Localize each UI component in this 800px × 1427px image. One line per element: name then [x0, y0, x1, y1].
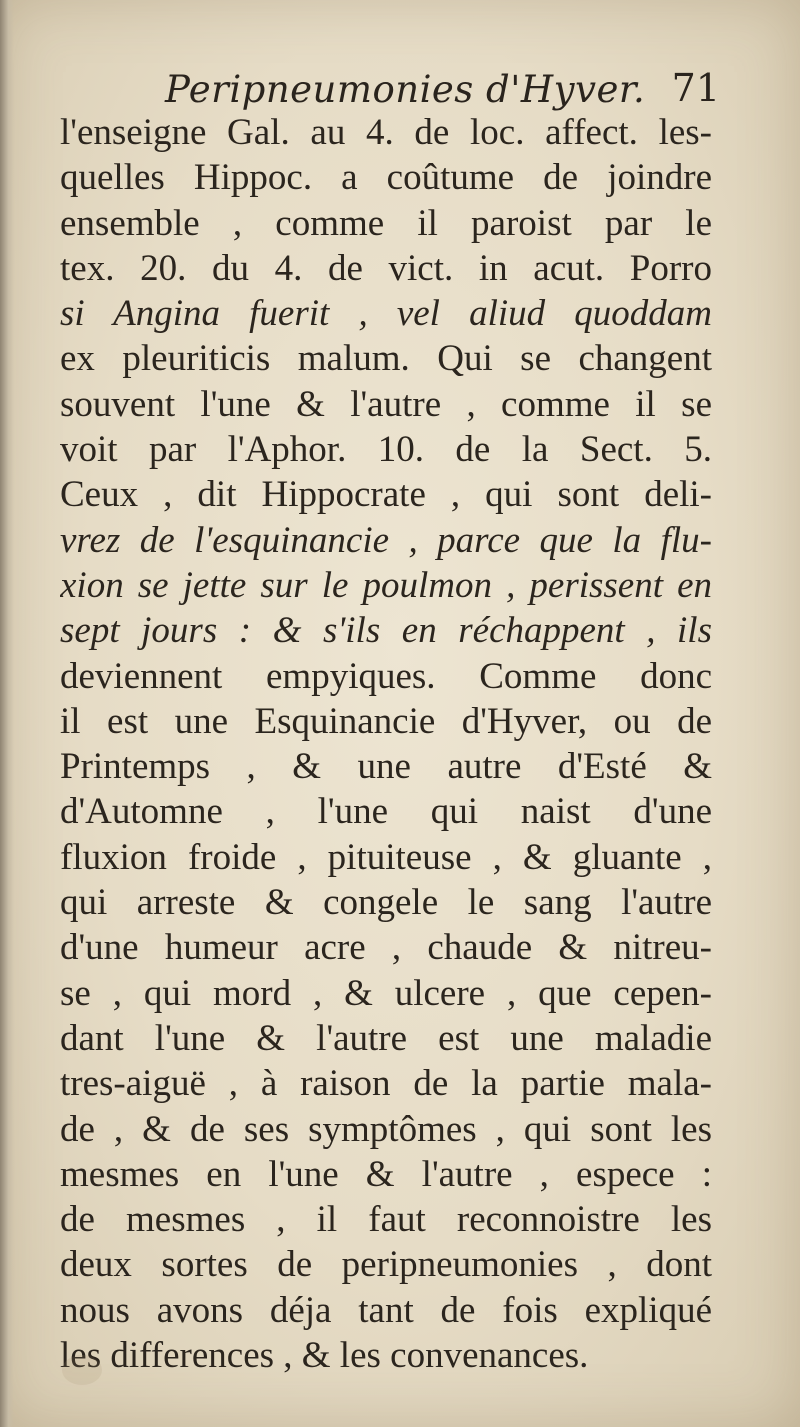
- text-line: de , & de ses symptômes , qui sont les: [60, 1108, 712, 1150]
- running-title: Peripneumonies d'Hyver.: [165, 68, 646, 111]
- text-line: ex pleuriticis malum. Qui se changent: [60, 338, 712, 380]
- text-line: quelles Hippoc. a coûtume de joindre: [60, 157, 712, 199]
- text-line: qui arreste & congele le sang l'autre: [60, 882, 712, 924]
- text-line: l'enseigne Gal. au 4. de loc. affect. les-: [60, 112, 712, 153]
- text-line: de mesmes , il faut reconnoistre les: [60, 1199, 712, 1241]
- text-line-latin-quote: si Angina fuerit , vel aliud quoddam: [60, 293, 712, 335]
- page-number: 71: [671, 66, 720, 110]
- text-line: tres-aiguë , à raison de la partie mala-: [60, 1063, 712, 1105]
- text-line-quote: vrez de l'esquinancie , parce que la flu-: [60, 519, 712, 561]
- text-line-quote: xion se jette sur le poulmon , perissent en: [60, 564, 712, 606]
- text-line-quote: sept jours : & s'ils en réchappent , ils: [60, 610, 712, 652]
- paper-smudge: [62, 1355, 102, 1385]
- text-line: mesmes en l'une & l'autre , espece :: [60, 1153, 712, 1195]
- text-line: deviennent empyiques. Comme donc: [60, 655, 712, 697]
- text-line: ensemble , comme il paroist par le: [60, 202, 712, 244]
- text-line-final: les differences , & les convenances.: [60, 1335, 589, 1377]
- text-line: Printemps , & une autre d'Esté &: [60, 746, 712, 788]
- text-line: d'Automne , l'une qui naist d'une: [60, 791, 712, 833]
- text-line: il est une Esquinancie d'Hyver, ou de: [60, 700, 712, 742]
- text-line: souvent l'une & l'autre , comme il se: [60, 383, 712, 425]
- text-line: tex. 20. du 4. de vict. in acut. Porro: [60, 247, 712, 289]
- body-text: [60, 110, 712, 1378]
- text-line: se , qui mord , & ulcere , que cepen-: [60, 972, 712, 1014]
- page-gutter-shadow: [0, 0, 14, 1427]
- text-line: nous avons déja tant de fois expliqué: [60, 1289, 712, 1331]
- text-line: fluxion froide , pituiteuse , & gluante ,: [60, 836, 712, 878]
- text-line: dant l'une & l'autre est une maladie: [60, 1017, 712, 1059]
- text-line: voit par l'Aphor. 10. de la Sect. 5.: [60, 429, 712, 471]
- text-line: Ceux , dit Hippocrate , qui sont deli-: [60, 474, 712, 516]
- text-line: d'une humeur acre , chaude & nitreu-: [60, 927, 712, 969]
- text-line: deux sortes de peripneumonies , dont: [60, 1244, 712, 1286]
